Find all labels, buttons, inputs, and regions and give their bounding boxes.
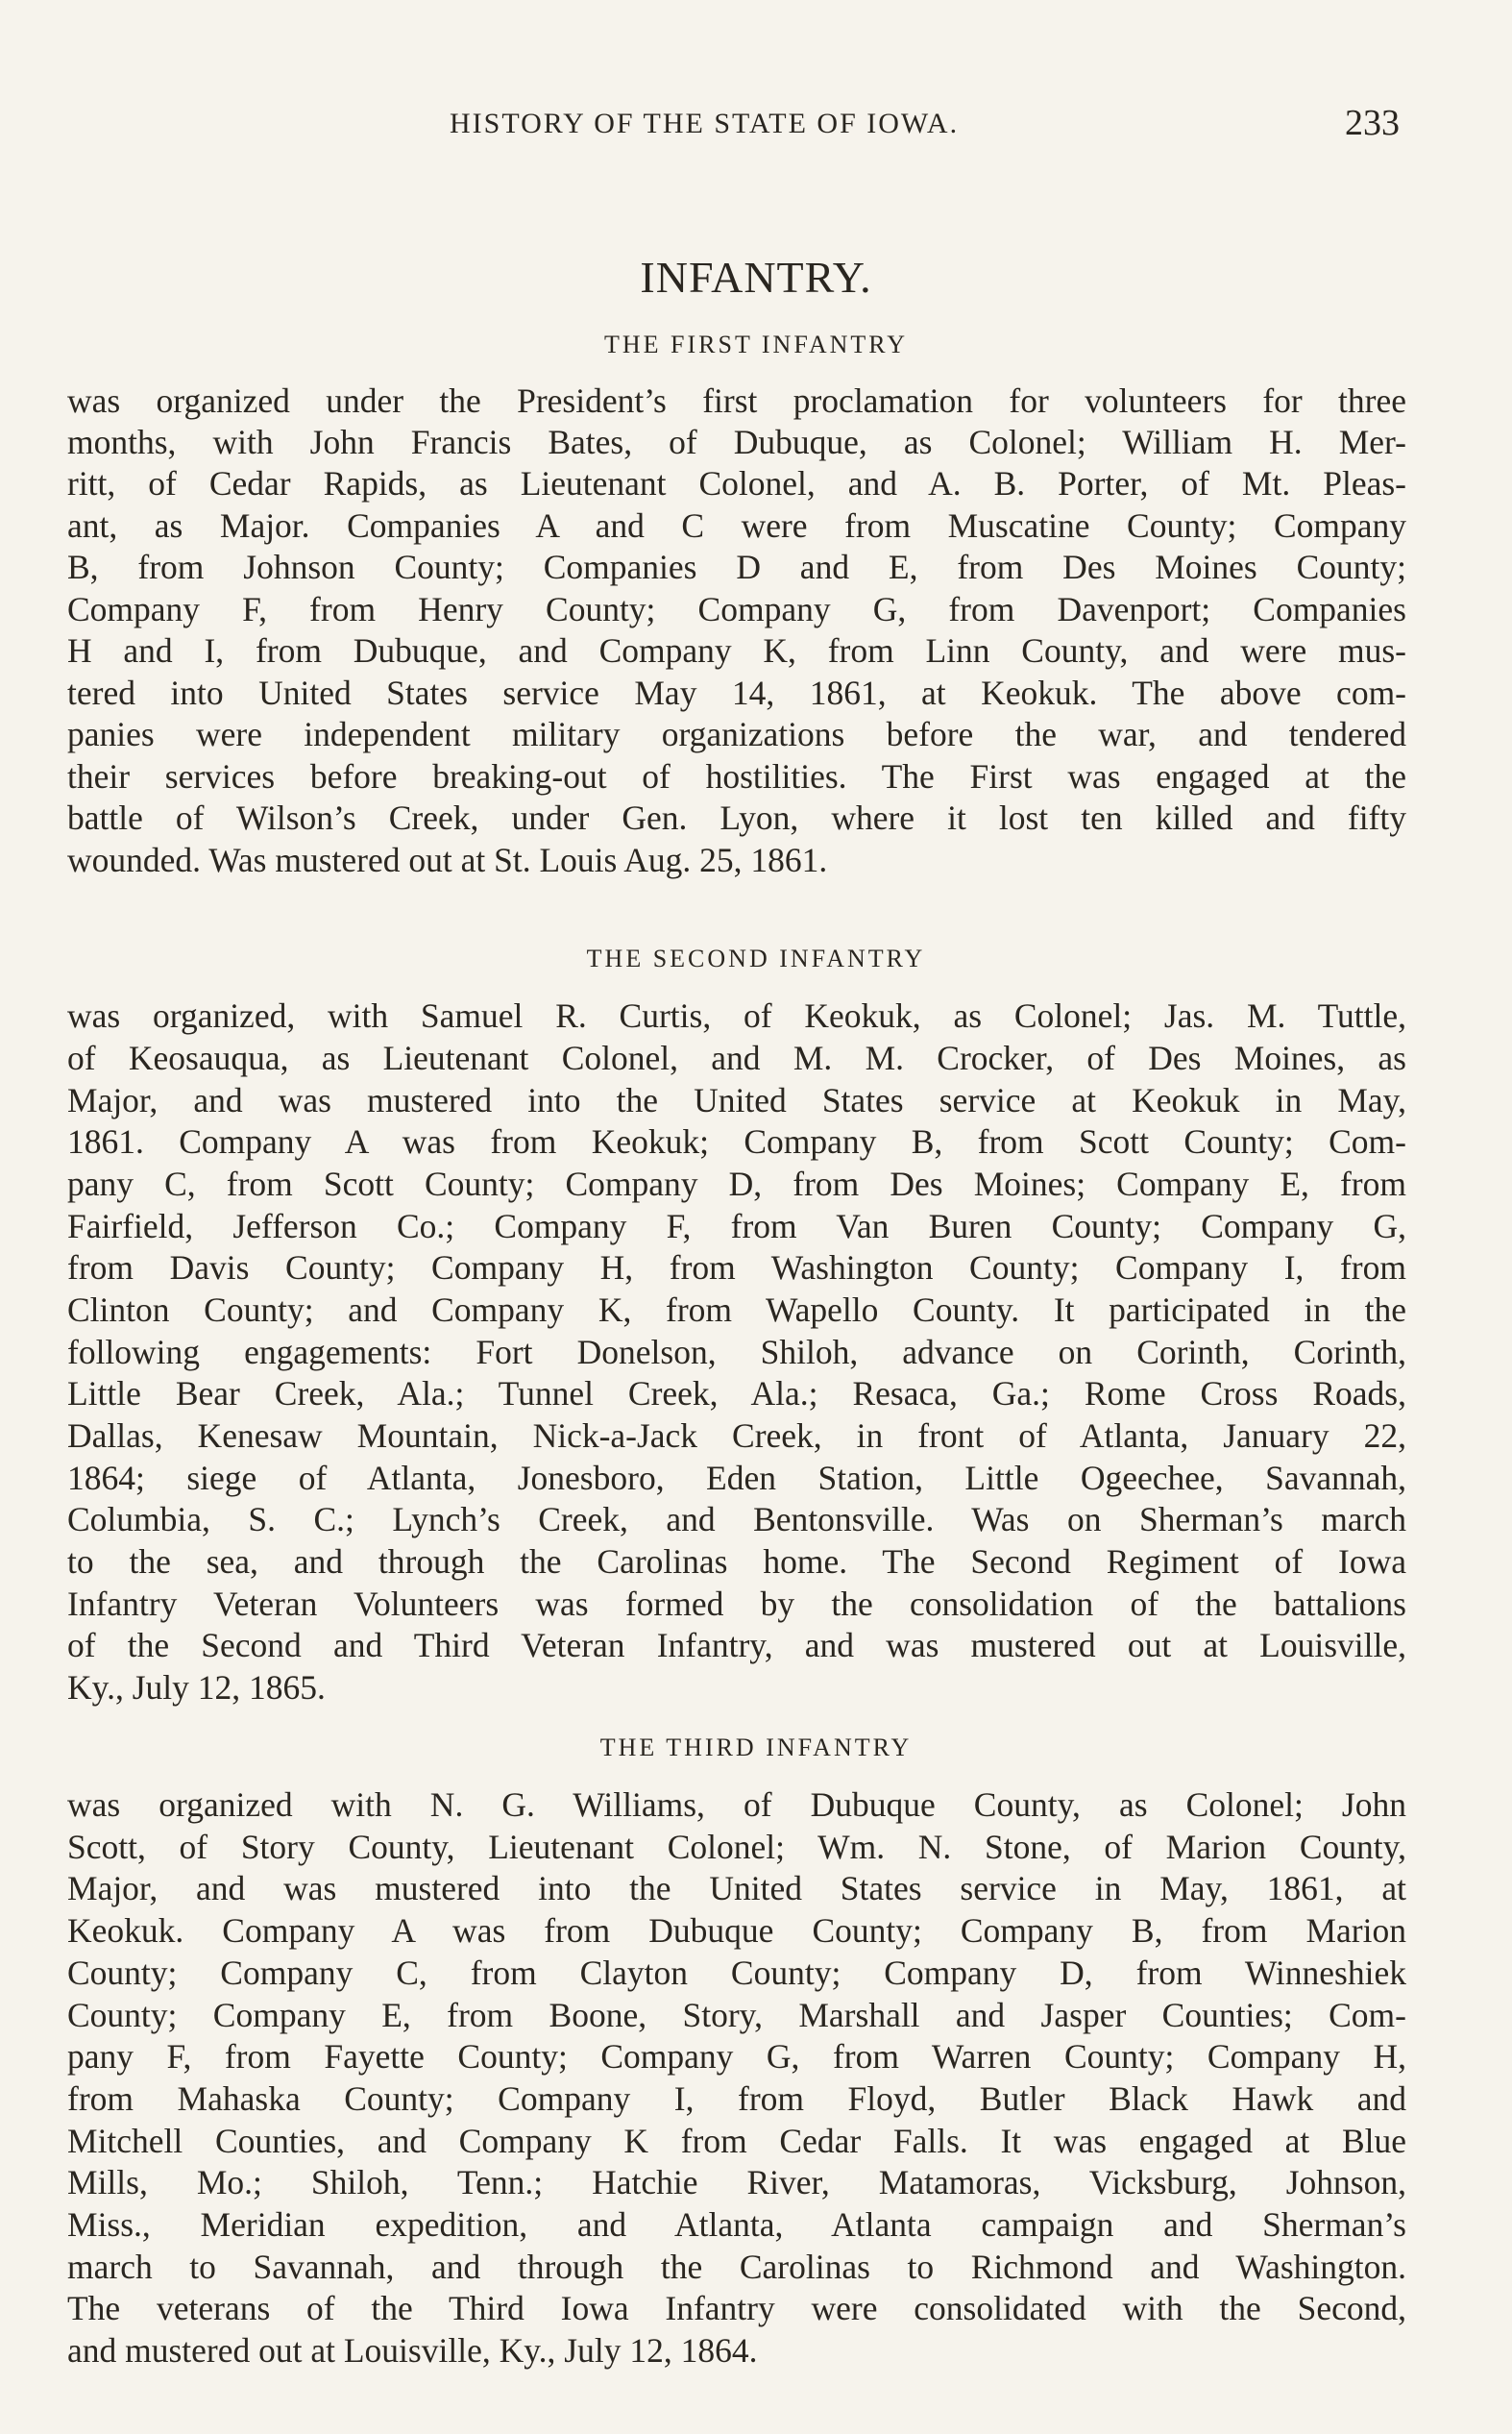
text-line: from Mahaska County; Company I, from Floyd, Butler Black Hawk and (67, 2079, 1406, 2118)
text-line: from Davis County; Company H, from Washington County; Company I, from (67, 1248, 1406, 1287)
text-line: tered into United States service May 14, 1861, at Keokuk. The above com- (67, 674, 1406, 712)
text-line: following engagements: Fort Donelson, Shiloh, advance on Corinth, Corinth, (67, 1333, 1406, 1371)
text-line: H and I, from Dubuque, and Company K, from Linn County, and were mus- (67, 631, 1406, 670)
text-line: Clinton County; and Company K, from Wapello County. It participated in the (67, 1291, 1406, 1329)
regiment-heading-first: THE FIRST INFANTRY (604, 331, 908, 358)
text-line: Keokuk. Company A was from Dubuque County; Company B, from Marion (67, 1911, 1406, 1950)
text-line: Company F, from Henry County; Company G, from Davenport; Companies (67, 590, 1406, 628)
text-line: panies were independent military organizations before the war, and tendered (67, 715, 1406, 753)
text-line: to the sea, and through the Carolinas home. The Second Regiment of Iowa (67, 1542, 1406, 1581)
text-line: 1861. Company A was from Keokuk; Company B, from Scott County; Com- (67, 1122, 1406, 1161)
text-line: Fairfield, Jefferson Co.; Company F, from Van Buren County; Company G, (67, 1207, 1406, 1245)
text-line: Mitchell Counties, and Company K from Cedar Falls. It was engaged at Blue (67, 2122, 1406, 2160)
regiment-heading-second: THE SECOND INFANTRY (586, 945, 926, 972)
running-head: HISTORY OF THE STATE OF IOWA. (450, 108, 960, 139)
text-line: Major, and was mustered into the United States service in May, 1861, at (67, 1869, 1406, 1907)
text-line: was organized with N. G. Williams, of Dubuque County, as Colonel; John (67, 1785, 1406, 1824)
text-line: ant, as Major. Companies A and C were from Muscatine County; Company (67, 506, 1406, 545)
text-line: march to Savannah, and through the Carolinas to Richmond and Washington. (67, 2248, 1406, 2286)
text-line: pany C, from Scott County; Company D, from Des Moines; Company E, from (67, 1165, 1406, 1203)
text-line: was organized, with Samuel R. Curtis, of Keokuk, as Colonel; Jas. M. Tuttle, (67, 996, 1406, 1035)
text-line: Ky., July 12, 1865. (67, 1668, 326, 1707)
text-line: 1864; siege of Atlanta, Jonesboro, Eden Station, Little Ogeechee, Savannah, (67, 1459, 1406, 1497)
text-line: their services before breaking-out of hostilities. The First was engaged at the (67, 757, 1406, 796)
text-line: Columbia, S. C.; Lynch’s Creek, and Bentonsville. Was on Sherman’s march (67, 1500, 1406, 1538)
text-line: B, from Johnson County; Companies D and E, from Des Moines County; (67, 548, 1406, 586)
text-line: ritt, of Cedar Rapids, as Lieutenant Colonel, and A. B. Porter, of Mt. Pleas- (67, 464, 1406, 503)
text-line: Miss., Meridian expedition, and Atlanta, Atlanta campaign and Sherman’s (67, 2205, 1406, 2244)
text-line: wounded. Was mustered out at St. Louis Aug. 25, 1861. (67, 841, 828, 879)
text-line: months, with John Francis Bates, of Dubuque, as Colonel; William H. Mer- (67, 423, 1406, 461)
text-line: Dallas, Kenesaw Mountain, Nick-a-Jack Creek, in front of Atlanta, January 22, (67, 1416, 1406, 1455)
text-line: of Keosauqua, as Lieutenant Colonel, and M. M. Crocker, of Des Moines, as (67, 1039, 1406, 1077)
text-line: Infantry Veteran Volunteers was formed by the consolidation of the battalions (67, 1585, 1406, 1623)
section-title: INFANTRY. (640, 253, 872, 302)
page-number: 233 (1345, 103, 1400, 143)
text-line: The veterans of the Third Iowa Infantry were consolidated with the Second, (67, 2289, 1406, 2327)
text-line: Mills, Mo.; Shiloh, Tenn.; Hatchie River, Matamoras, Vicksburg, Johnson, (67, 2163, 1406, 2201)
text-line: Major, and was mustered into the United States service at Keokuk in May, (67, 1081, 1406, 1119)
text-line: Scott, of Story County, Lieutenant Colonel; Wm. N. Stone, of Marion County, (67, 1828, 1406, 1866)
text-line: battle of Wilson’s Creek, under Gen. Lyon, where it lost ten killed and fifty (67, 799, 1406, 837)
text-line: County; Company C, from Clayton County; Company D, from Winneshiek (67, 1954, 1406, 1992)
text-line: and mustered out at Louisville, Ky., July 12, 1864. (67, 2331, 758, 2370)
text-line: pany F, from Fayette County; Company G, from Warren County; Company H, (67, 2037, 1406, 2076)
regiment-heading-third: THE THIRD INFANTRY (599, 1733, 913, 1761)
text-line: of the Second and Third Veteran Infantry, and was mustered out at Louisville, (67, 1626, 1406, 1664)
text-line: County; Company E, from Boone, Story, Marshall and Jasper Counties; Com- (67, 1996, 1406, 2034)
text-line: was organized under the President’s first proclamation for volunteers for three (67, 381, 1406, 420)
text-line: Little Bear Creek, Ala.; Tunnel Creek, Ala.; Resaca, Ga.; Rome Cross Roads, (67, 1374, 1406, 1413)
